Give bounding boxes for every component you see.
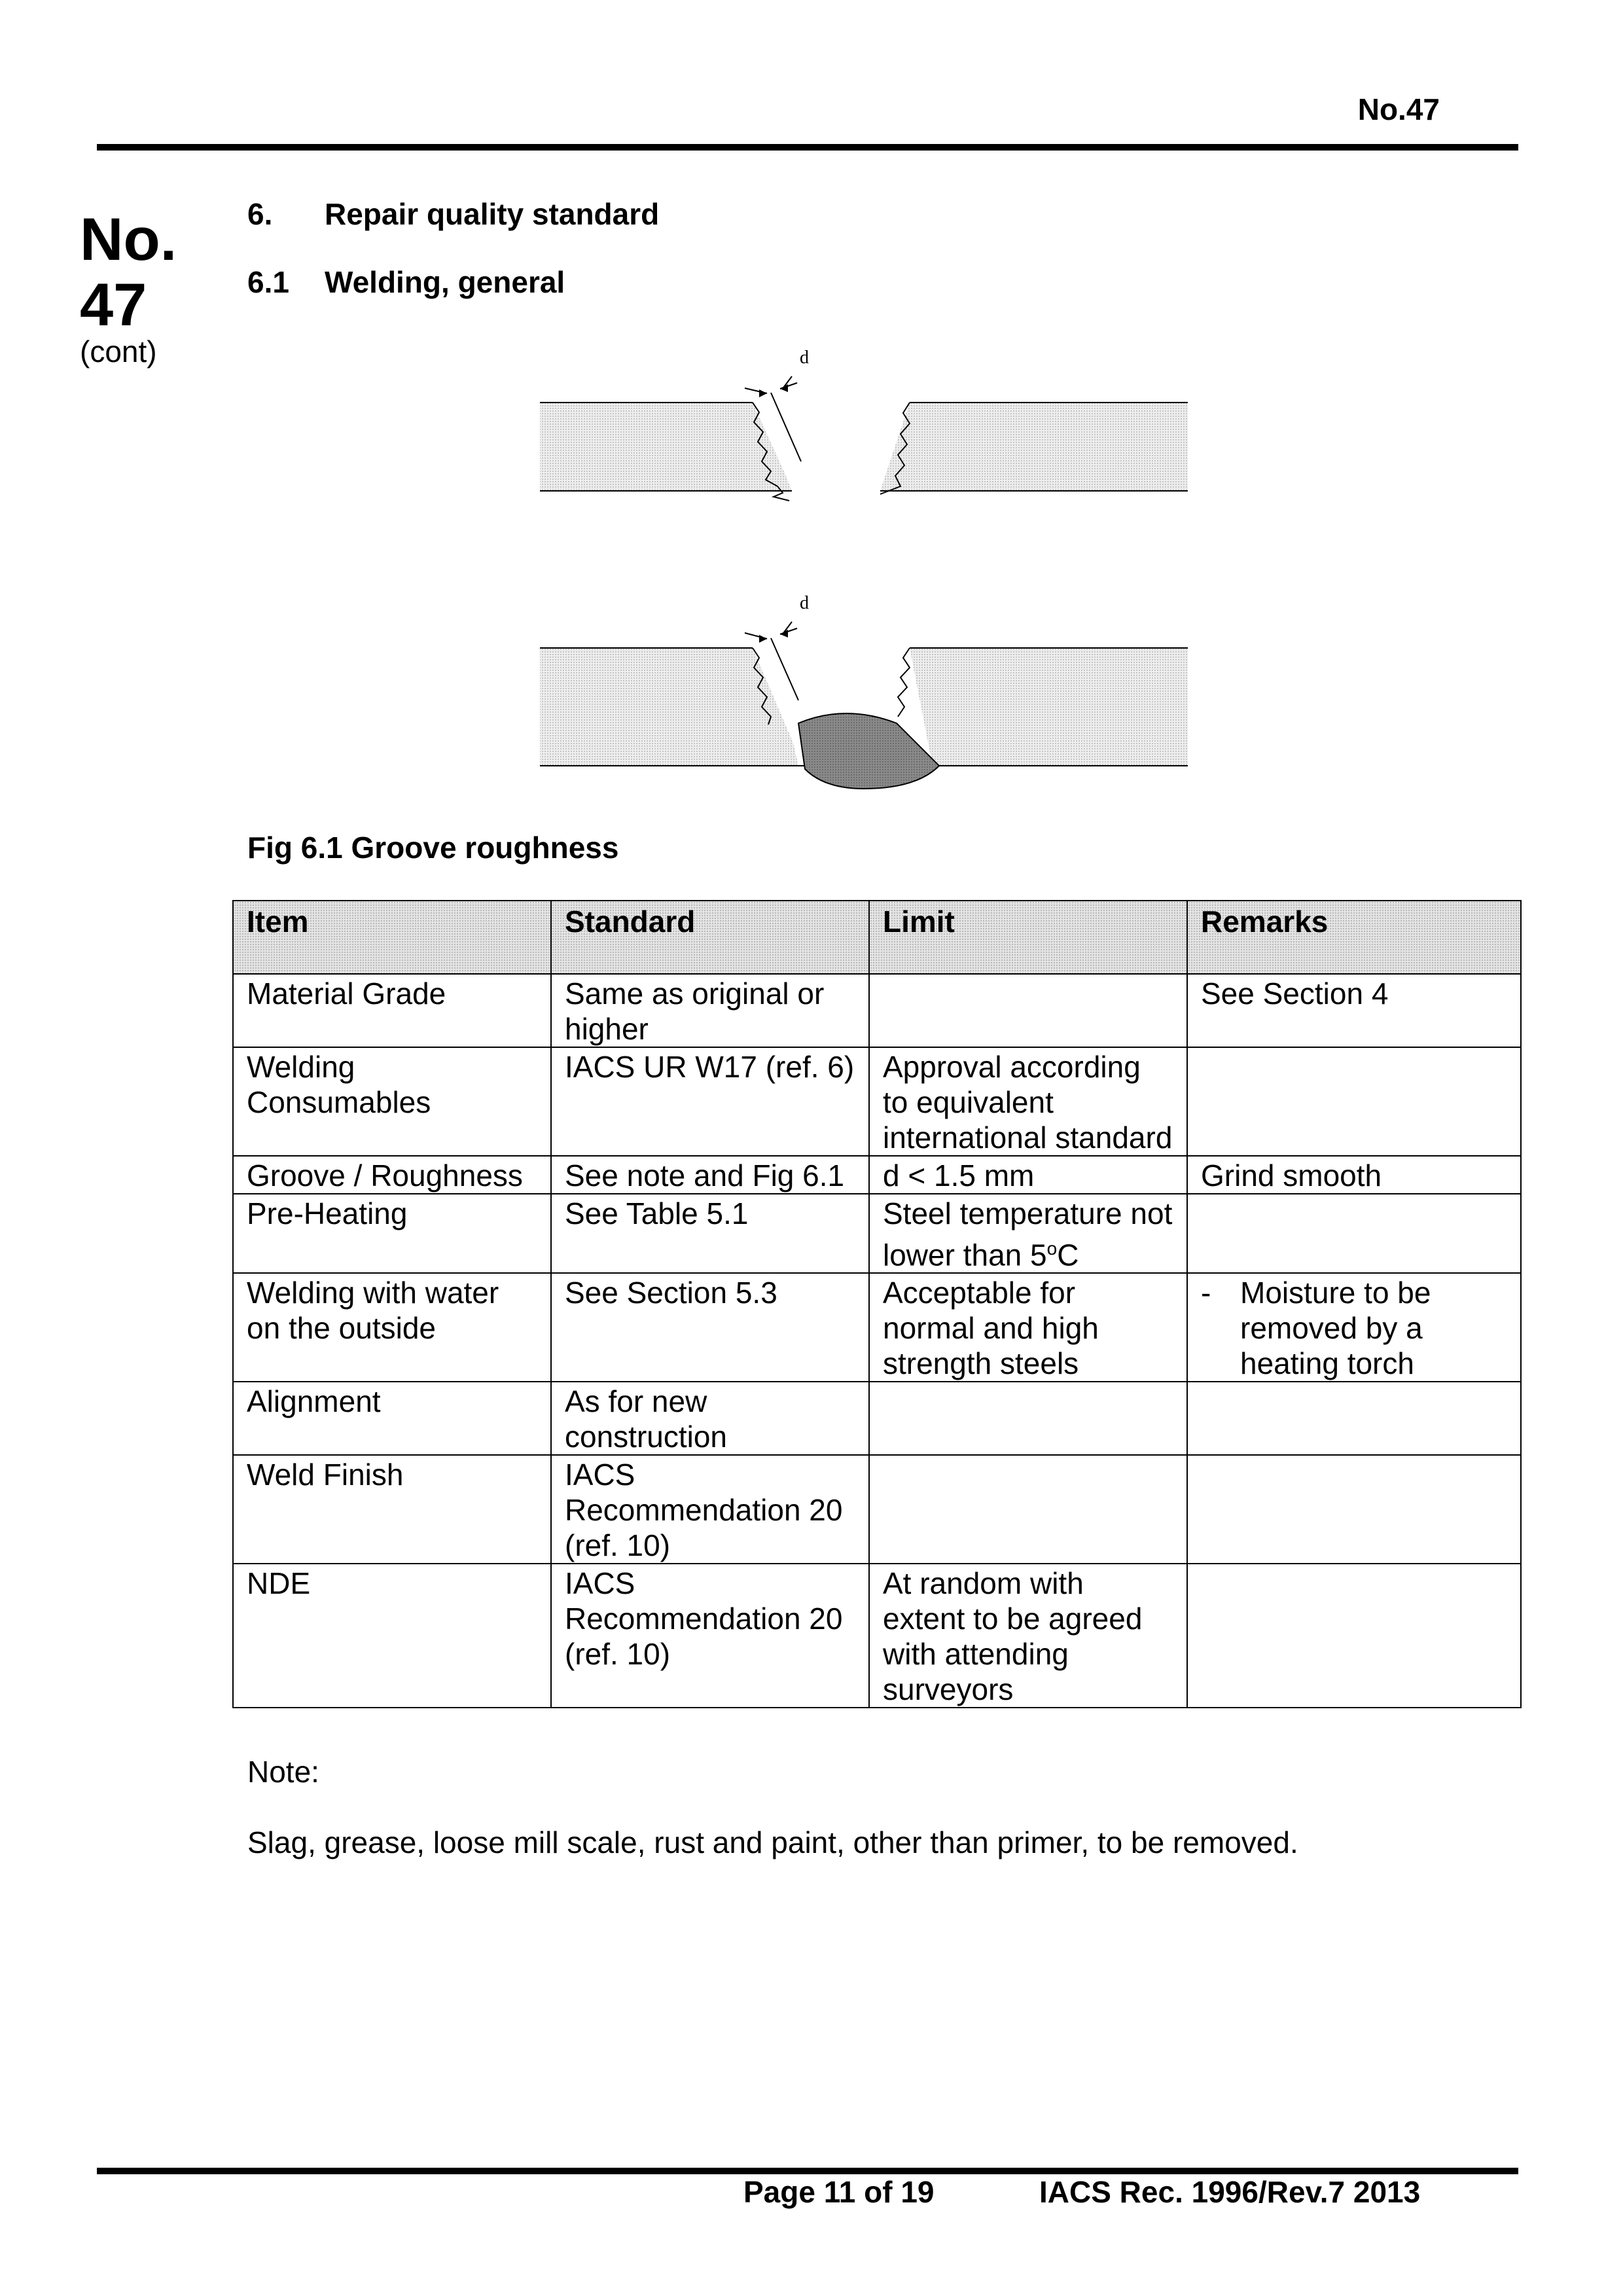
cell-limit bbox=[869, 1455, 1187, 1564]
column-header-limit: Limit bbox=[869, 901, 1187, 974]
cell-remarks bbox=[1187, 1194, 1521, 1273]
cell-standard: As for new construction bbox=[551, 1382, 869, 1455]
cell-item: Weld Finish bbox=[233, 1455, 551, 1564]
footer-rule bbox=[97, 2168, 1518, 2174]
table-row bbox=[233, 1047, 1521, 1156]
cell-item: Groove / Roughness bbox=[233, 1156, 551, 1194]
section-title: Repair quality standard bbox=[325, 197, 660, 231]
cell-standard: IACS Recommendation 20 (ref. 10) bbox=[551, 1455, 869, 1564]
side-document-number bbox=[80, 207, 177, 338]
figure-d-label-lower: d bbox=[800, 593, 809, 613]
section-heading bbox=[247, 196, 659, 232]
header-rule bbox=[97, 144, 1518, 151]
cell-limit: At random with extent to be agreed with attending surveyors bbox=[869, 1564, 1187, 1708]
side-cont-label: (cont) bbox=[80, 334, 157, 368]
remarks-bullet: - bbox=[1201, 1276, 1211, 1310]
table-row bbox=[233, 1156, 1521, 1194]
cell-standard: See Section 5.3 bbox=[551, 1273, 869, 1382]
cell-limit bbox=[869, 1382, 1187, 1455]
table-header-row bbox=[233, 901, 1521, 974]
subsection-heading bbox=[247, 264, 565, 300]
groove-roughness-figure bbox=[524, 337, 1217, 802]
limit-unit: C bbox=[1057, 1238, 1079, 1272]
document-number: No.47 bbox=[1357, 92, 1440, 126]
cell-remarks bbox=[1187, 1273, 1521, 1382]
table-row bbox=[233, 1564, 1521, 1708]
cell-item: NDE bbox=[233, 1564, 551, 1708]
document-revision: IACS Rec. 1996/Rev.7 2013 bbox=[1039, 2175, 1421, 2209]
subsection-number: 6.1 bbox=[247, 265, 289, 299]
page-number: Page 11 of 19 bbox=[743, 2175, 935, 2209]
cell-standard: IACS UR W17 (ref. 6) bbox=[551, 1047, 869, 1156]
degree-superscript: o bbox=[1046, 1238, 1058, 1259]
cell-item: Alignment bbox=[233, 1382, 551, 1455]
cell-item: Welding Consumables bbox=[233, 1047, 551, 1156]
figure-caption: Fig 6.1 Groove roughness bbox=[247, 831, 619, 865]
side-no-number: 47 bbox=[80, 272, 147, 338]
note-text: Slag, grease, loose mill scale, rust and paint, other than primer, to be removed. bbox=[247, 1825, 1298, 1859]
cell-standard: IACS Recommendation 20 (ref. 10) bbox=[551, 1564, 869, 1708]
remarks-text: Moisture to be removed by a heating torch bbox=[1240, 1276, 1431, 1381]
column-header-item: Item bbox=[233, 901, 551, 974]
cell-item: Welding with water on the outside bbox=[233, 1273, 551, 1382]
side-no-label: No. bbox=[80, 206, 177, 273]
cell-standard: See Table 5.1 bbox=[551, 1194, 869, 1273]
cell-item: Material Grade bbox=[233, 974, 551, 1047]
cell-remarks bbox=[1187, 1047, 1521, 1156]
column-header-standard: Standard bbox=[551, 901, 869, 974]
cell-remarks bbox=[1187, 1382, 1521, 1455]
repair-quality-table bbox=[232, 900, 1522, 1708]
cell-limit: Approval according to equivalent international standard bbox=[869, 1047, 1187, 1156]
note-label: Note: bbox=[247, 1755, 319, 1789]
table-row bbox=[233, 974, 1521, 1047]
cell-remarks bbox=[1187, 1455, 1521, 1564]
table-row bbox=[233, 1194, 1521, 1273]
cell-remarks bbox=[1187, 1564, 1521, 1708]
cell-item: Pre-Heating bbox=[233, 1194, 551, 1273]
table-row bbox=[233, 1382, 1521, 1455]
open-groove-diagram bbox=[540, 348, 1188, 501]
weld-groove-diagram bbox=[540, 593, 1188, 789]
cell-limit: d < 1.5 mm bbox=[869, 1156, 1187, 1194]
section-number: 6. bbox=[247, 197, 273, 231]
cell-limit bbox=[869, 1194, 1187, 1273]
subsection-title: Welding, general bbox=[325, 265, 565, 299]
cell-remarks: See Section 4 bbox=[1187, 974, 1521, 1047]
cell-standard: See note and Fig 6.1 bbox=[551, 1156, 869, 1194]
cell-limit: Acceptable for normal and high strength steels bbox=[869, 1273, 1187, 1382]
cell-limit bbox=[869, 974, 1187, 1047]
column-header-remarks: Remarks bbox=[1187, 901, 1521, 974]
cell-remarks: Grind smooth bbox=[1187, 1156, 1521, 1194]
cell-standard: Same as original or higher bbox=[551, 974, 869, 1047]
figure-d-label: d bbox=[800, 348, 809, 368]
table-row bbox=[233, 1455, 1521, 1564]
limit-text: Steel temperature not lower than 5 bbox=[883, 1196, 1173, 1272]
table-row bbox=[233, 1273, 1521, 1382]
